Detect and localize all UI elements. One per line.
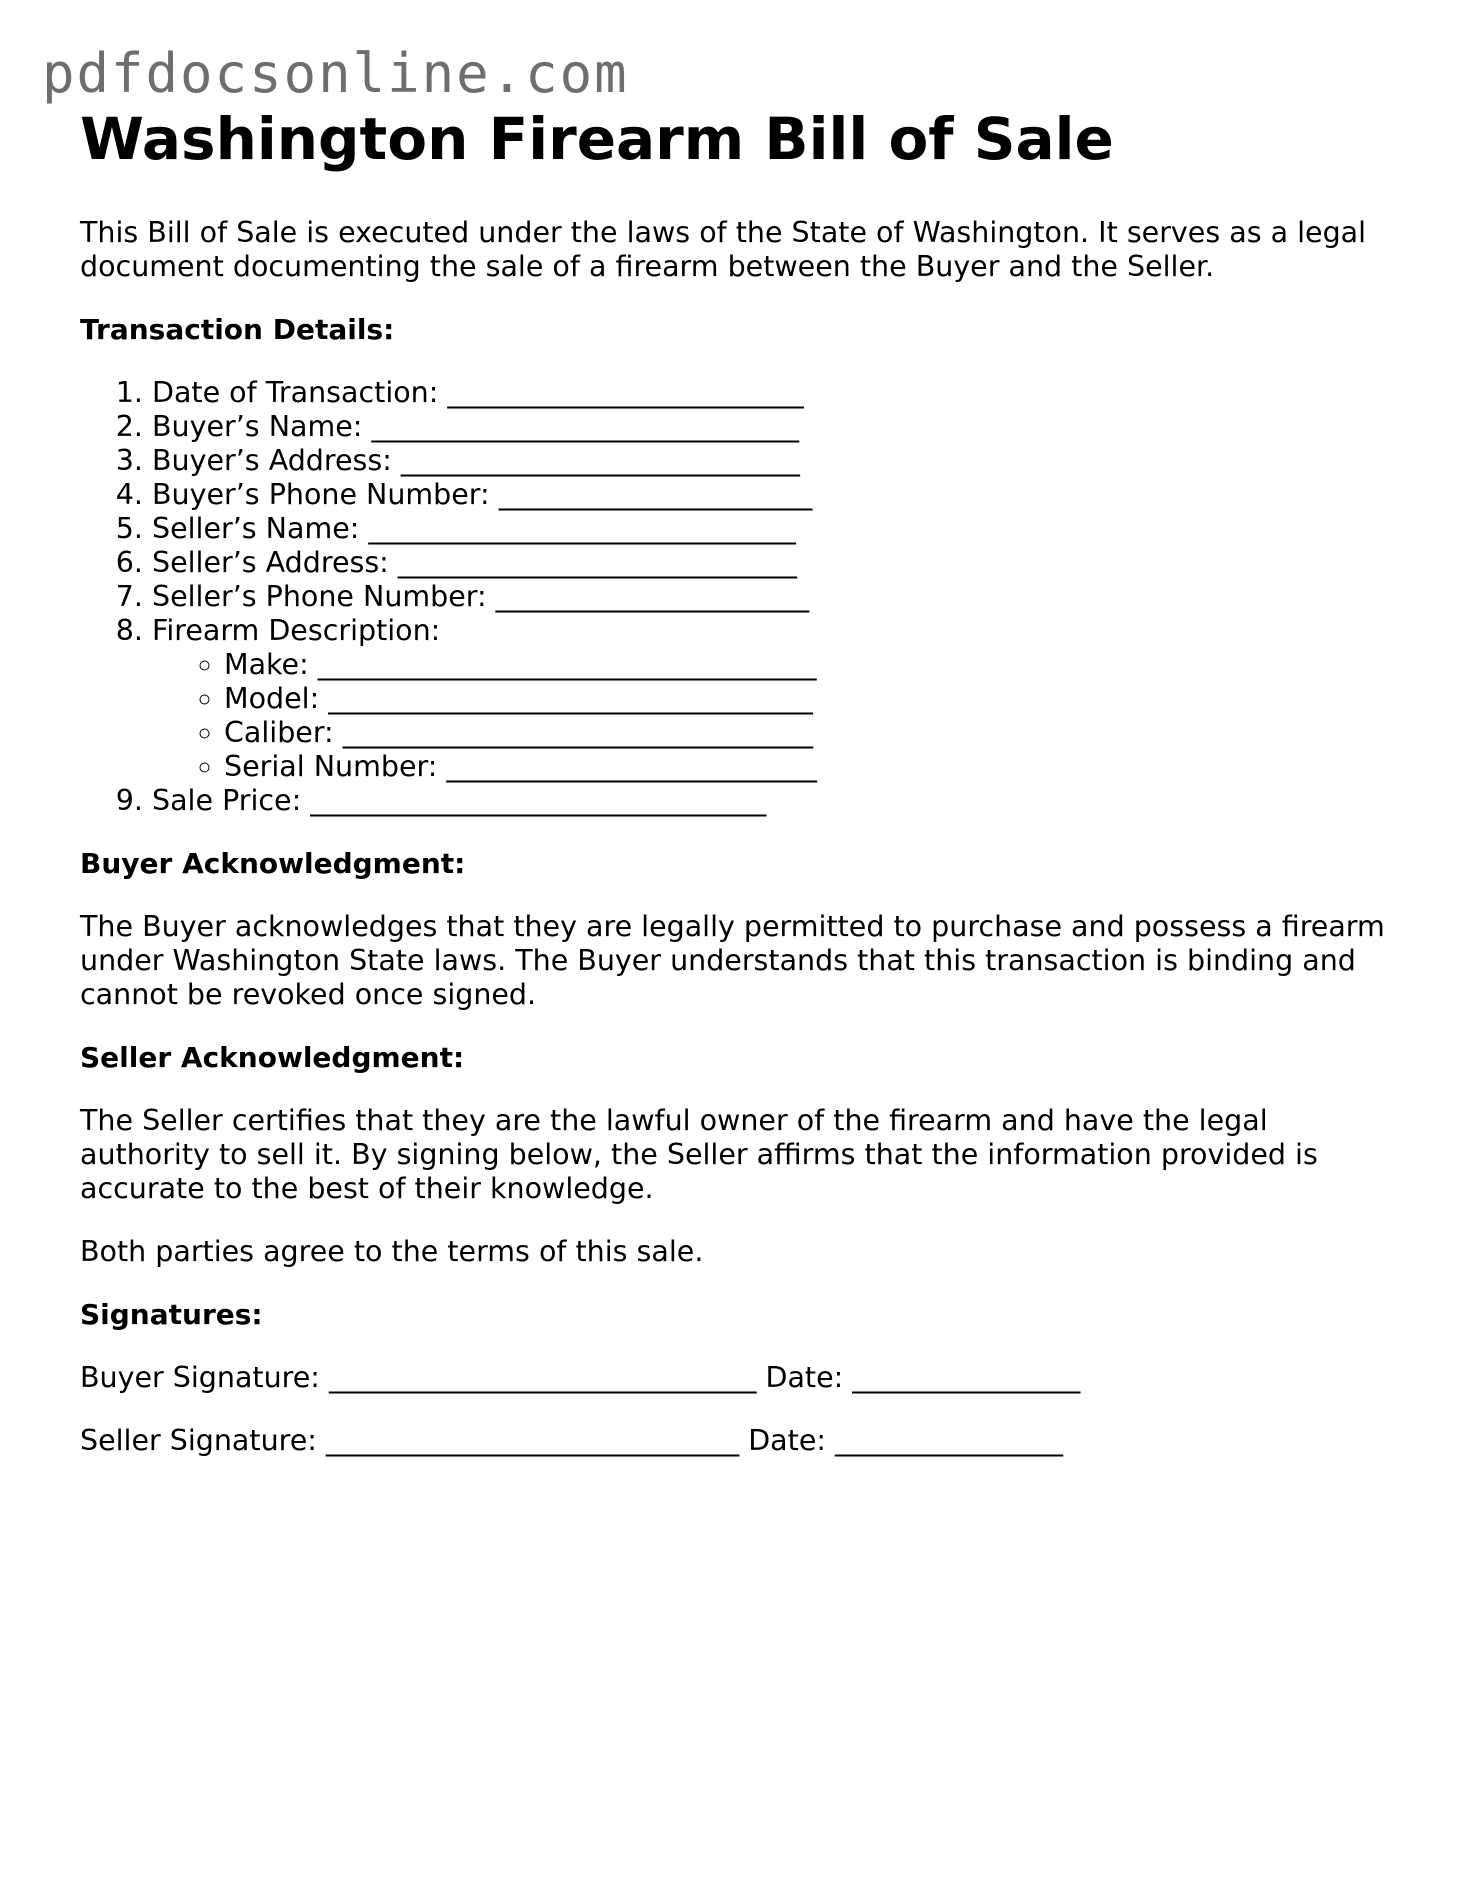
list-item-buyer-phone — [152, 478, 1400, 512]
list-item-sale-price — [152, 784, 1400, 818]
seller-acknowledgment-text: The Seller certifies that they are the lawful owner of the firearm and have the legal authority to sell it. By signing below, the Seller affirms that the information provided is accurate to the best of their knowledge. — [80, 1104, 1318, 1205]
make-field[interactable]: Make: ___________________________________ — [224, 648, 817, 681]
buyer-phone-field[interactable]: Buyer’s Phone Number: ______________________ — [152, 478, 813, 511]
list-item-seller-name — [152, 512, 1400, 546]
firearm-description-list — [152, 648, 1400, 784]
buyer-acknowledgment-text: The Buyer acknowledges that they are legally permitted to purchase and possess a firearm under Washington State laws. The Buyer understands that this transaction is binding and cannot be revoked once signed. — [80, 910, 1385, 1011]
buyer-address-field[interactable]: Buyer’s Address: ____________________________ — [152, 444, 800, 477]
list-item-buyer-address — [152, 444, 1400, 478]
seller-name-field[interactable]: Seller’s Name: ______________________________ — [152, 512, 796, 545]
document-title: Washington Firearm Bill of Sale — [80, 105, 1114, 173]
transaction-details-list — [80, 376, 1400, 818]
list-item-serial-number — [224, 750, 1400, 784]
document-page — [80, 104, 1400, 1458]
serial-number-field[interactable]: Serial Number: __________________________ — [224, 750, 817, 783]
caliber-field[interactable]: Caliber: _________________________________ — [224, 716, 813, 749]
firearm-description-label: Firearm Description: — [152, 614, 441, 647]
seller-phone-field[interactable]: Seller’s Phone Number: ______________________ — [152, 580, 810, 613]
seller-address-field[interactable]: Seller’s Address: ____________________________ — [152, 546, 797, 579]
list-item-seller-phone — [152, 580, 1400, 614]
list-item-make — [224, 648, 1400, 682]
buyer-signature-line[interactable]: Buyer Signature: ______________________________ Date: ________________ — [80, 1361, 1081, 1394]
list-item-model — [224, 682, 1400, 716]
model-field[interactable]: Model: __________________________________ — [224, 682, 813, 715]
list-item-date-of-transaction — [152, 376, 1400, 410]
list-item-caliber — [224, 716, 1400, 750]
list-item-buyer-name — [152, 410, 1400, 444]
seller-signature-line[interactable]: Seller Signature: _____________________________ Date: ________________ — [80, 1424, 1064, 1457]
list-item-seller-address — [152, 546, 1400, 580]
agreement-text: Both parties agree to the terms of this sale. — [80, 1235, 704, 1268]
intro-paragraph: This Bill of Sale is executed under the laws of the State of Washington. It serves as a legal document documenting the sale of a firearm between the Buyer and the Seller. — [80, 216, 1367, 283]
list-item-firearm-description — [152, 614, 1400, 784]
transaction-details-heading: Transaction Details: — [80, 313, 395, 346]
watermark: pdfdocsonline.com — [42, 42, 629, 105]
buyer-acknowledgment-heading: Buyer Acknowledgment: — [80, 847, 466, 880]
signatures-heading: Signatures: — [80, 1298, 263, 1331]
sale-price-field[interactable]: Sale Price: ________________________________ — [152, 784, 767, 817]
date-of-transaction-field[interactable]: Date of Transaction: _________________________ — [152, 376, 804, 409]
buyer-name-field[interactable]: Buyer’s Name: ______________________________ — [152, 410, 799, 443]
seller-acknowledgment-heading: Seller Acknowledgment: — [80, 1041, 465, 1074]
